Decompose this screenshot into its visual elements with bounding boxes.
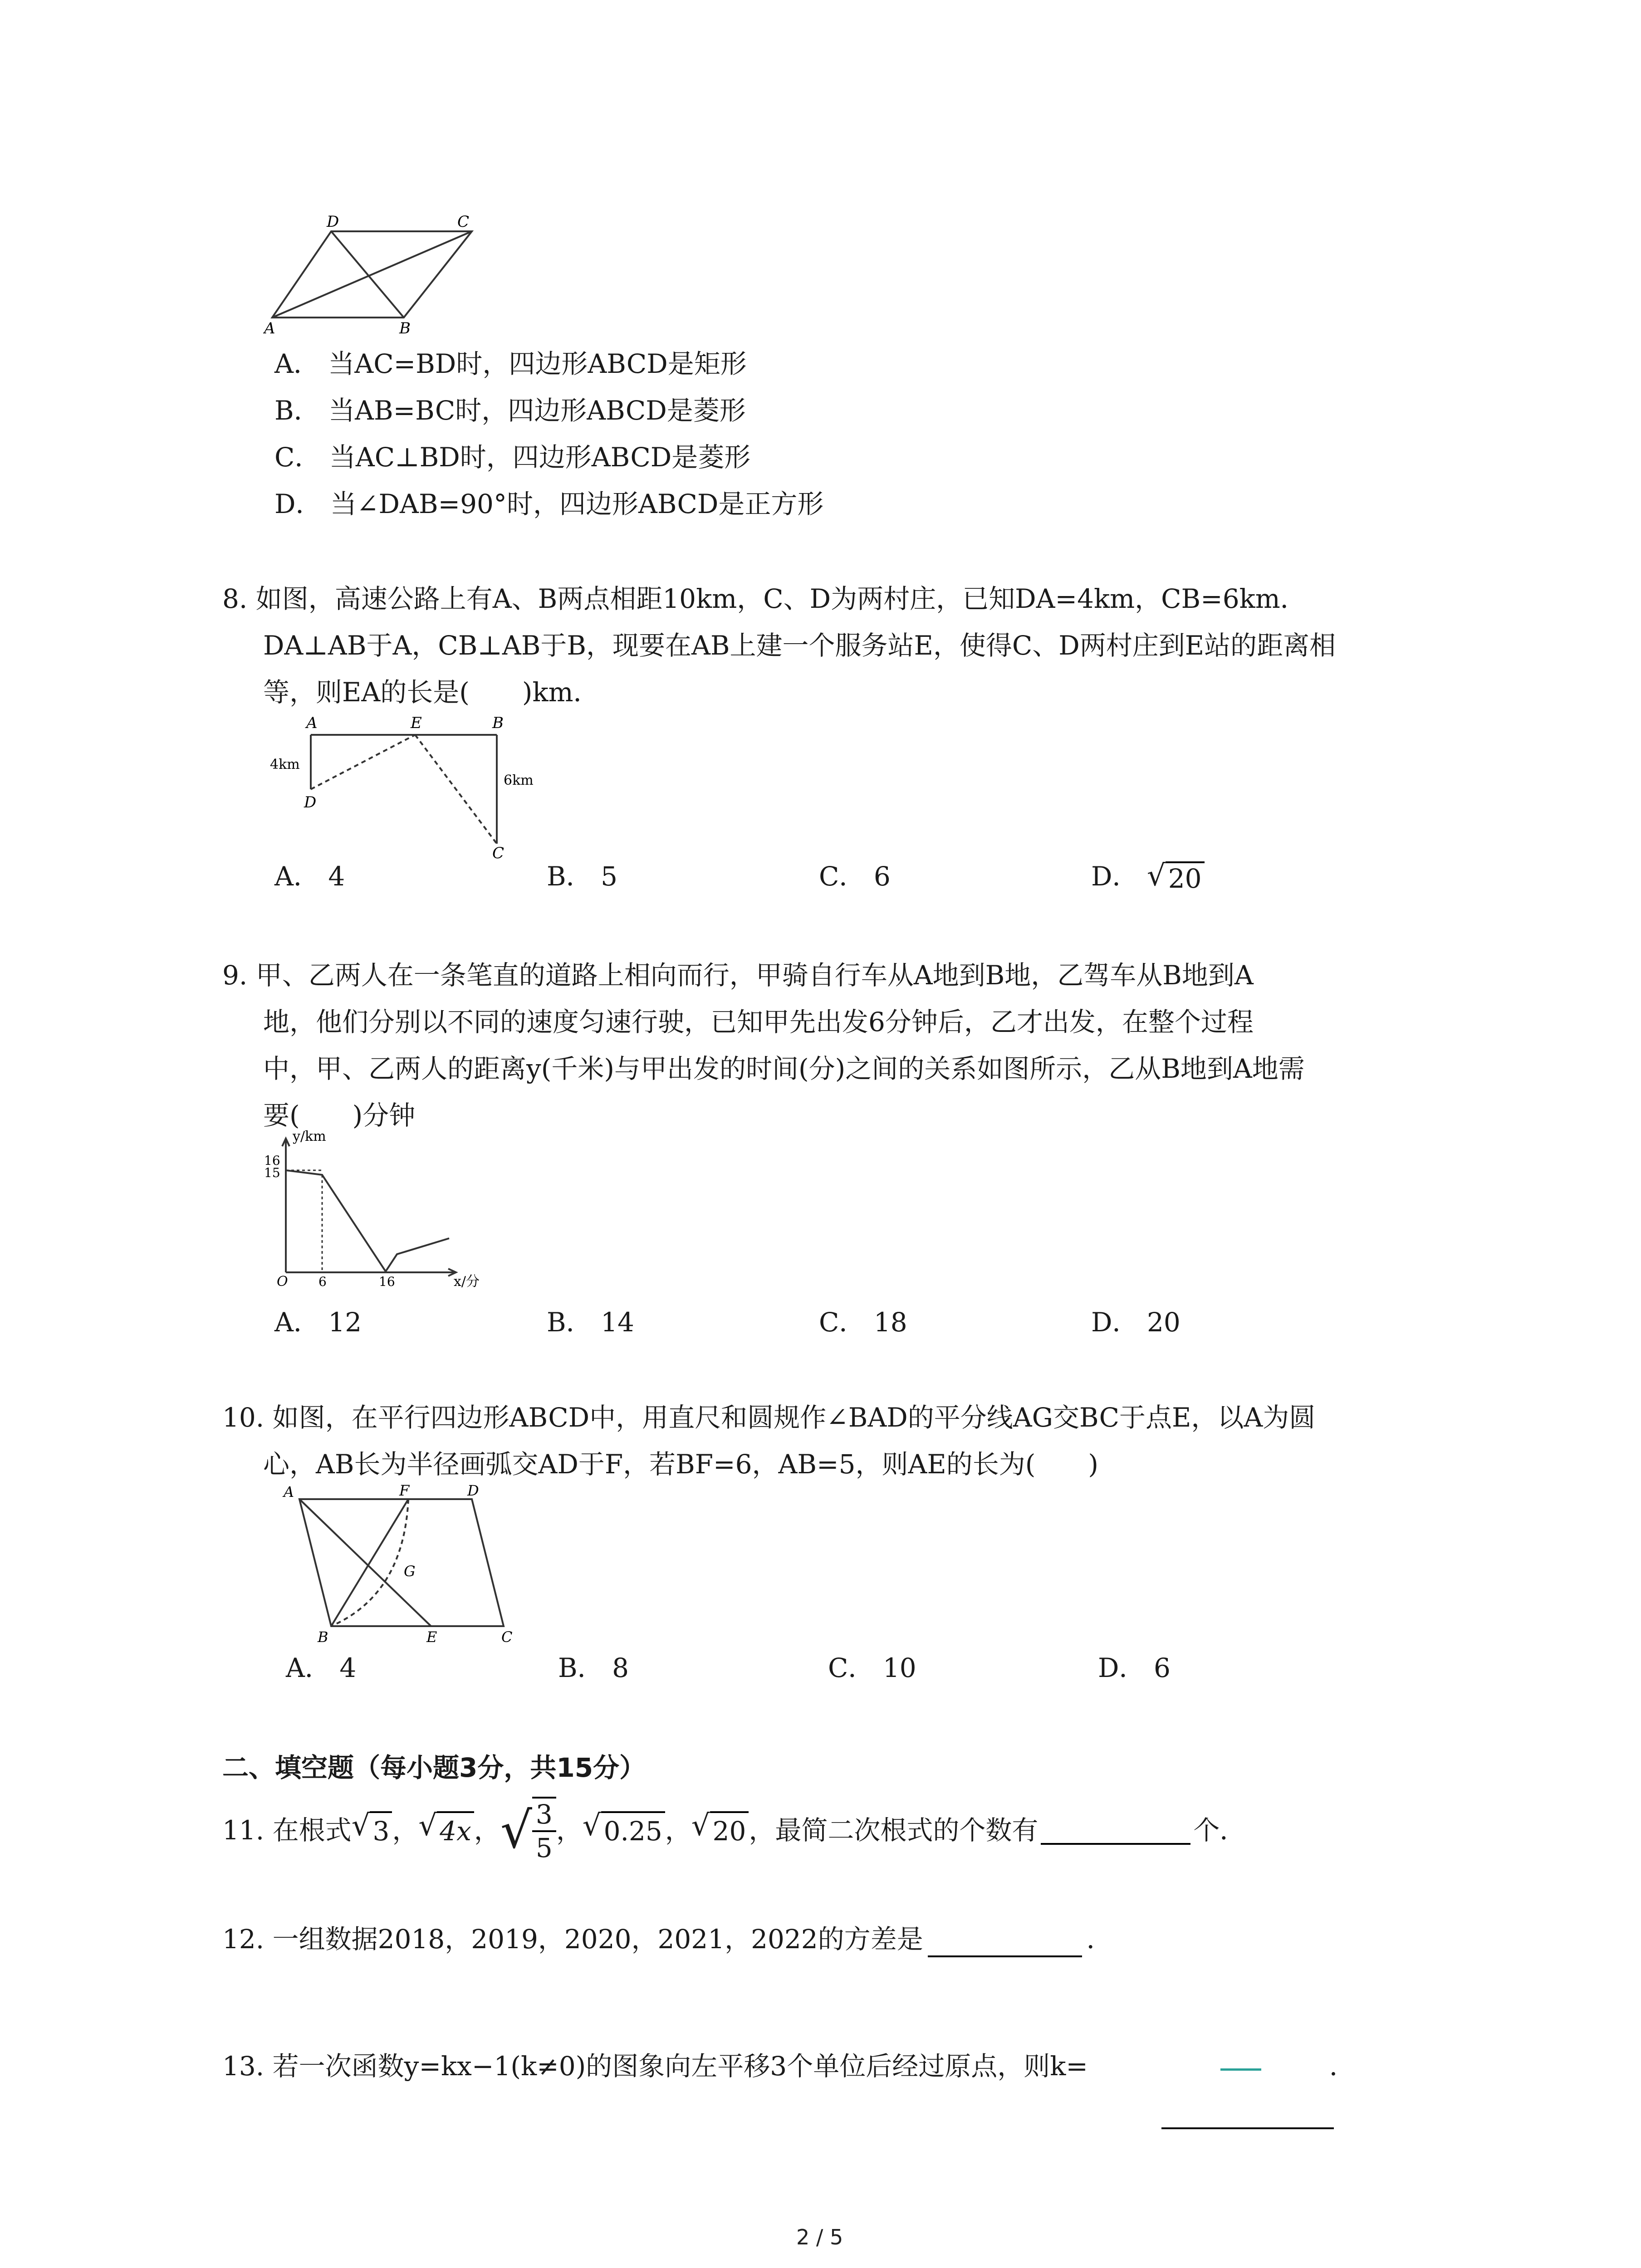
q9-option-d xyxy=(1091,1301,1181,1339)
q7-option-b xyxy=(274,389,746,427)
q7-label-c: C xyxy=(457,213,470,231)
fraction xyxy=(532,1797,556,1864)
sqrt-4x xyxy=(418,1811,474,1849)
option-letter: C． xyxy=(819,861,866,892)
option-letter: A． xyxy=(286,1652,331,1683)
q8-label-cb: 6km xyxy=(504,772,534,788)
q13-line: 13. 若一次函数y=kx−1(k≠0)的图象向左平移3个单位后经过原点，则k= xyxy=(222,2051,1088,2082)
option-letter: D． xyxy=(1098,1652,1146,1683)
q8-figure xyxy=(265,712,560,862)
q8-option-b xyxy=(547,855,617,893)
q8-label-c: C xyxy=(492,844,505,862)
q13-accent-mark xyxy=(1220,2068,1261,2071)
q7-label-a: A xyxy=(264,319,275,336)
radical-sign: √ xyxy=(418,1809,437,1843)
q9-option-b xyxy=(547,1301,634,1339)
q8-label-da: 4km xyxy=(270,757,300,772)
q11-prefix: 11. 在根式 xyxy=(222,1815,352,1846)
radical-sign: √ xyxy=(351,1809,370,1843)
q12-answer-blank[interactable] xyxy=(928,1928,1082,1957)
q10-option-b xyxy=(558,1647,629,1685)
radicand: 20 xyxy=(710,1811,749,1849)
sqrt-3 xyxy=(352,1811,392,1849)
q10-label-a: A xyxy=(284,1483,294,1501)
q7-label-b: B xyxy=(399,319,411,336)
q8-line-1: 8. 如图，高速公路上有A、B两点相距10km，C、D为两村庄，已知DA=4km，CB=6km． xyxy=(222,583,1307,614)
sqrt-0-25 xyxy=(583,1811,665,1849)
q9-y15: 15 xyxy=(264,1165,280,1180)
numerator: 3 xyxy=(532,1799,556,1832)
q12-end: ． xyxy=(1086,1924,1113,1955)
option-text: 6 xyxy=(873,861,891,892)
q8-line-3: 等，则EA的长是( )km． xyxy=(263,677,600,708)
option-text: 14 xyxy=(601,1307,634,1338)
option-text: 当AC=BD时，四边形ABCD是矩形 xyxy=(328,348,747,379)
option-text: 当∠DAB=90°时，四边形ABCD是正方形 xyxy=(330,489,824,519)
q12-line xyxy=(222,1921,1113,1957)
option-letter: A． xyxy=(274,861,320,892)
q7-option-d xyxy=(274,483,823,521)
radical-sign: √ xyxy=(582,1809,601,1843)
q9-line-2: 地，他们分别以不同的速度匀速行驶，已知甲先出发6分钟后，乙才出发，在整个过程 xyxy=(263,1007,1254,1037)
radicand: 3 xyxy=(370,1811,392,1849)
option-letter: B． xyxy=(558,1652,604,1683)
option-letter: A． xyxy=(274,348,320,379)
q9-ylabel: y/km xyxy=(293,1129,326,1144)
q13-end: ． xyxy=(1329,2051,1356,2082)
comma: ， xyxy=(474,1815,500,1846)
option-letter: D． xyxy=(274,489,322,519)
q8-label-a: A xyxy=(306,714,318,732)
option-letter: A． xyxy=(274,1307,320,1338)
q7-figure xyxy=(263,213,481,336)
option-letter: B． xyxy=(547,1307,593,1338)
q7-option-c xyxy=(274,436,750,474)
radical-sign: √ xyxy=(500,1801,532,1859)
q9-graph xyxy=(254,1127,508,1290)
option-text: 8 xyxy=(612,1652,629,1683)
q9-line-4: 要( )分钟 xyxy=(263,1100,416,1131)
option-text: 当AB=BC时，四边形ABCD是菱形 xyxy=(328,395,746,426)
option-text: 10 xyxy=(882,1652,916,1683)
comma: ， xyxy=(665,1815,691,1846)
q10-option-c xyxy=(828,1647,916,1685)
option-text: 6 xyxy=(1153,1652,1171,1683)
page-number: 2 / 5 xyxy=(796,2225,843,2249)
q8-label-b: B xyxy=(492,714,504,732)
option-letter: C． xyxy=(828,1652,875,1683)
sqrt-20 xyxy=(691,1811,749,1849)
q9-x6: 6 xyxy=(318,1274,327,1289)
q8-line-2: DA⊥AB于A，CB⊥AB于B，现要在AB上建一个服务站E，使得C、D两村庄到E站的距离相 xyxy=(263,630,1336,661)
q8-option-c xyxy=(819,855,891,893)
option-letter: C． xyxy=(819,1307,866,1338)
option-text: 18 xyxy=(873,1307,907,1338)
comma: ， xyxy=(392,1815,419,1846)
q11-end: 个． xyxy=(1193,1815,1246,1846)
q8-option-a xyxy=(274,855,345,893)
sqrt-expression xyxy=(1147,861,1205,894)
q8-option-d xyxy=(1091,855,1205,894)
radical-sign: √ xyxy=(691,1809,710,1843)
q10-label-c: C xyxy=(501,1628,513,1644)
option-text: 20 xyxy=(1166,861,1205,894)
q7-option-a xyxy=(274,342,747,381)
comma: ， xyxy=(556,1815,583,1846)
option-text: 20 xyxy=(1146,1307,1181,1338)
option-text: 4 xyxy=(328,861,345,892)
q9-x16: 16 xyxy=(379,1274,395,1289)
radicand: 4x xyxy=(437,1811,474,1849)
option-text: 当AC⊥BD时，四边形ABCD是菱形 xyxy=(329,442,751,473)
q9-option-a xyxy=(274,1301,362,1339)
q10-label-f: F xyxy=(399,1482,410,1499)
q10-line-1: 10. 如图，在平行四边形ABCD中，用直尺和圆规作∠BAD的平分线AG交BC于点E，以A为圆 xyxy=(222,1402,1316,1433)
radical-sign: √ xyxy=(1146,859,1166,893)
q10-label-g: G xyxy=(404,1563,416,1580)
q11-answer-blank[interactable] xyxy=(1041,1816,1190,1845)
denominator: 5 xyxy=(535,1833,553,1863)
option-letter: D． xyxy=(1091,861,1139,892)
q11-suffix: ，最简二次根式的个数有 xyxy=(749,1815,1038,1846)
radicand: 0.25 xyxy=(601,1811,665,1849)
option-text: 4 xyxy=(339,1652,357,1683)
q9-option-c xyxy=(819,1301,907,1339)
q10-label-e: E xyxy=(426,1628,437,1644)
q10-option-d xyxy=(1098,1647,1171,1685)
q12-text: 12. 一组数据2018，2019，2020，2021，2022的方差是 xyxy=(222,1924,923,1955)
q10-option-a xyxy=(286,1647,356,1685)
option-letter: C． xyxy=(274,442,321,473)
option-text: 5 xyxy=(601,861,617,892)
sqrt-3-over-5 xyxy=(500,1797,556,1864)
q9-line-1: 9. 甲、乙两人在一条笔直的道路上相向而行，甲骑自行车从A地到B地，乙驾车从B地到A xyxy=(222,960,1254,991)
q10-label-d: D xyxy=(467,1482,479,1499)
q13-answer-blank[interactable] xyxy=(1161,2127,1334,2129)
q10-line-2: 心，AB长为半径画弧交AD于F，若BF=6，AB=5，则AE的长为( ) xyxy=(263,1449,1098,1480)
option-text: 12 xyxy=(328,1307,362,1338)
option-letter: D． xyxy=(1091,1307,1139,1338)
q10-label-b: B xyxy=(318,1628,328,1644)
q9-origin: O xyxy=(277,1274,288,1290)
q8-label-d: D xyxy=(304,793,317,811)
q7-label-d: D xyxy=(327,213,339,231)
section-2-title: 二、填空题（每小题3分，共15分） xyxy=(222,1752,646,1783)
q11-line xyxy=(222,1796,1246,1864)
q9-y16: 16 xyxy=(264,1153,280,1168)
q9-line-3: 中，甲、乙两人的距离y(千米)与甲出发的时间(分)之间的关系如图所示，乙从B地到A地需 xyxy=(263,1053,1305,1084)
q9-xlabel: x/分 xyxy=(454,1274,480,1290)
q8-label-e: E xyxy=(411,714,422,732)
option-letter: B． xyxy=(274,395,320,426)
q10-figure xyxy=(272,1481,526,1644)
option-letter: B． xyxy=(547,861,593,892)
